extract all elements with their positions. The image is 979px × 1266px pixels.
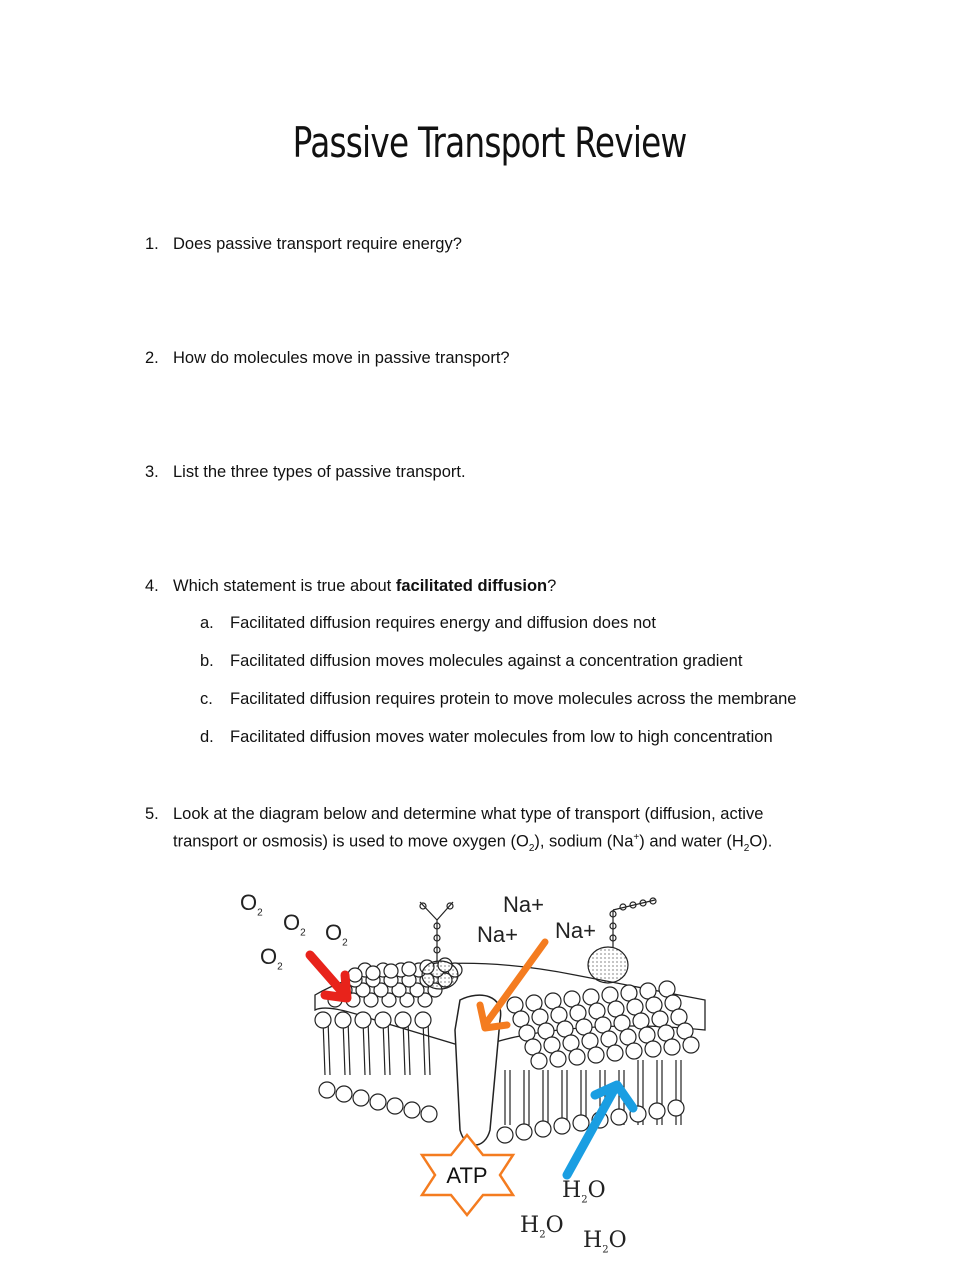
phospholipid-head: [554, 1118, 570, 1134]
lipid-tail: [348, 1020, 350, 1075]
phospholipid-head: [535, 1121, 551, 1137]
option-text: Facilitated diffusion requires energy and diffusion does not: [230, 614, 656, 632]
atp-star: [422, 1135, 513, 1215]
question-text: List the three types of passive transport.: [173, 463, 466, 481]
h2o-label: $H_2O$: [520, 1213, 564, 1241]
phospholipid-head: [387, 1098, 403, 1114]
phospholipid-head: [668, 1100, 684, 1116]
phospholipid-head: [404, 1102, 420, 1118]
question-text-part: Which statement is true about: [173, 577, 396, 595]
question-text-part: ), sodium (Na: [534, 832, 634, 851]
phospholipid-head: [348, 968, 362, 982]
phospholipid-head: [573, 1115, 589, 1131]
question-text: How do molecules move in passive transport?: [173, 349, 510, 367]
option-text: Facilitated diffusion moves molecules against a concentration gradient: [230, 652, 743, 670]
option-letter: a.: [200, 614, 214, 632]
question-bold-term: facilitated diffusion: [395, 577, 548, 595]
question-text-line: Look at the diagram below and determine what type of transport (diffusion, active: [173, 805, 764, 823]
question-text-part: ?: [547, 577, 557, 595]
phospholipid-head: [335, 1012, 351, 1028]
option-letter: b.: [200, 652, 214, 670]
question-text: [173, 574, 853, 598]
phospholipid-head: [588, 1047, 604, 1063]
question-number: 4.: [145, 577, 159, 595]
question-text-part: O).: [749, 832, 773, 851]
phospholipid-head: [355, 1012, 371, 1028]
phospholipid-head: [516, 1124, 532, 1140]
phospholipid-head: [366, 966, 380, 980]
phospholipid-head: [569, 1049, 585, 1065]
glycoprotein-left: [422, 961, 458, 989]
question-text: Does passive transport require energy?: [173, 235, 462, 253]
phospholipid-head: [683, 1037, 699, 1053]
question-text-part: ) and water (H: [639, 832, 744, 851]
option-text: Facilitated diffusion requires protein to move molecules across the membrane: [230, 690, 797, 708]
carbohydrate-chain-right: [610, 898, 656, 948]
phospholipid-head: [402, 962, 416, 976]
na-label: Na+: [503, 892, 544, 917]
o2-label: $O_2$: [260, 944, 283, 973]
carbohydrate-chain-left: [420, 902, 453, 962]
phospholipid-head: [336, 1086, 352, 1102]
na-label: Na+: [477, 922, 518, 947]
glycoprotein-right: [588, 947, 628, 983]
subscript: 2: [528, 842, 535, 854]
phospholipid-head: [384, 964, 398, 978]
phospholipid-head: [415, 1012, 431, 1028]
h2o-label: $H_2O$: [562, 1178, 606, 1206]
phospholipid-head: [315, 1012, 331, 1028]
phospholipid-head: [664, 1039, 680, 1055]
page-title: Passive Transport Review: [292, 118, 687, 167]
o2-label: $O_2$: [283, 910, 306, 939]
phospholipid-head: [353, 1090, 369, 1106]
lipid-tail: [368, 1020, 370, 1075]
phospholipid-head: [531, 1053, 547, 1069]
phospholipid-head: [319, 1082, 335, 1098]
phospholipid-head: [370, 1094, 386, 1110]
h2o-label: $H_2O$: [583, 1228, 627, 1256]
question-number: 2.: [145, 349, 159, 367]
o2-label: $O_2$: [240, 890, 263, 919]
question-number: 1.: [145, 235, 159, 253]
phospholipid-head: [550, 1051, 566, 1067]
phospholipid-head: [611, 1109, 627, 1125]
phospholipid-head: [395, 1012, 411, 1028]
na-label: Na+: [555, 918, 596, 943]
phospholipid-head: [607, 1045, 623, 1061]
phospholipid-head: [626, 1043, 642, 1059]
option-text: Facilitated diffusion moves water molecules from low to high concentration: [230, 728, 773, 746]
phospholipid-head: [421, 1106, 437, 1122]
atp-label: ATP: [446, 1163, 488, 1188]
lipid-tail: [388, 1020, 390, 1075]
red-arrow: [310, 955, 347, 998]
question-text: [173, 802, 853, 861]
phospholipid-head: [375, 1012, 391, 1028]
phospholipid-head: [649, 1103, 665, 1119]
membrane-diagram: [215, 880, 735, 1260]
phospholipid-head: [497, 1127, 513, 1143]
subscript: 2: [743, 842, 750, 854]
o2-label: $O_2$: [325, 920, 348, 949]
lipid-tail: [328, 1020, 330, 1075]
question-number: 5.: [145, 805, 159, 823]
phospholipid-head: [645, 1041, 661, 1057]
question-number: 3.: [145, 463, 159, 481]
question-text-part: transport or osmosis) is used to move oxygen (O: [173, 832, 529, 851]
option-letter: c.: [200, 690, 213, 708]
superscript: +: [633, 832, 640, 843]
option-letter: d.: [200, 728, 214, 746]
